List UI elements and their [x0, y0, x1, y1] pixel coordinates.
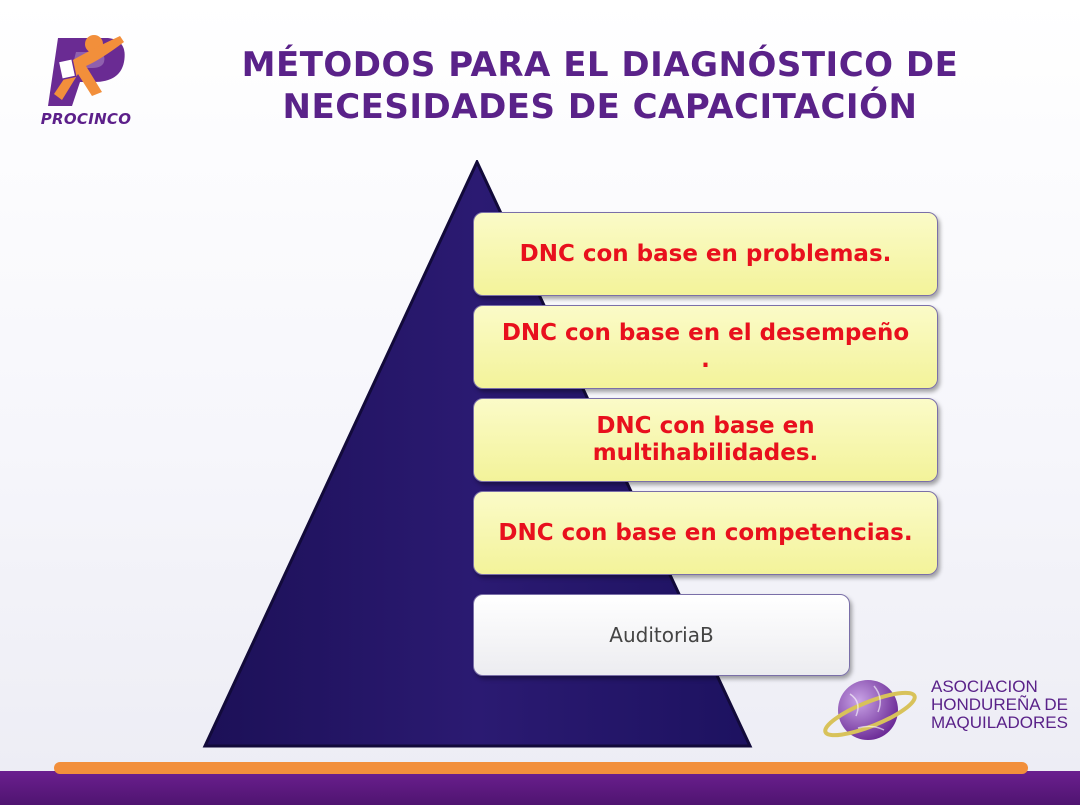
method-label-multihabilidades-1: DNC con base en [596, 413, 815, 439]
association-line-1: ASOCIACION [931, 677, 1038, 696]
page-title [180, 44, 1020, 128]
footer-purple-bar [0, 771, 1080, 805]
method-box-problemas [473, 212, 938, 296]
method-label-desempeno: DNC con base en el desempeño [501, 320, 910, 346]
procinco-logo [36, 30, 136, 130]
association-logo [818, 672, 1068, 752]
globe-icon [818, 672, 928, 752]
method-label-problemas: DNC con base en problemas. [519, 240, 892, 267]
method-label-desempeno-dot: . [701, 347, 710, 373]
association-line-2: HONDUREÑA DE [931, 695, 1068, 714]
method-box-desempeno [473, 305, 938, 389]
method-label-auditoria: AuditoriaB [609, 623, 714, 647]
title-line-1: MÉTODOS PARA EL DIAGNÓSTICO DE [241, 45, 959, 85]
method-label-multihabilidades-2: multihabilidades. [592, 440, 819, 466]
footer-orange-bar [54, 762, 1028, 774]
association-line-3: MAQUILADORES [931, 713, 1068, 732]
title-line-2: NECESIDADES DE CAPACITACIÓN [282, 87, 918, 127]
procinco-logo-icon [36, 30, 136, 112]
method-label-competencias: DNC con base en competencias. [498, 519, 913, 546]
method-box-competencias [473, 491, 938, 575]
association-name [931, 678, 1068, 732]
procinco-logo-text: PROCINCO [40, 110, 132, 128]
method-box-auditoria [473, 594, 850, 676]
method-box-multihabilidades [473, 398, 938, 482]
